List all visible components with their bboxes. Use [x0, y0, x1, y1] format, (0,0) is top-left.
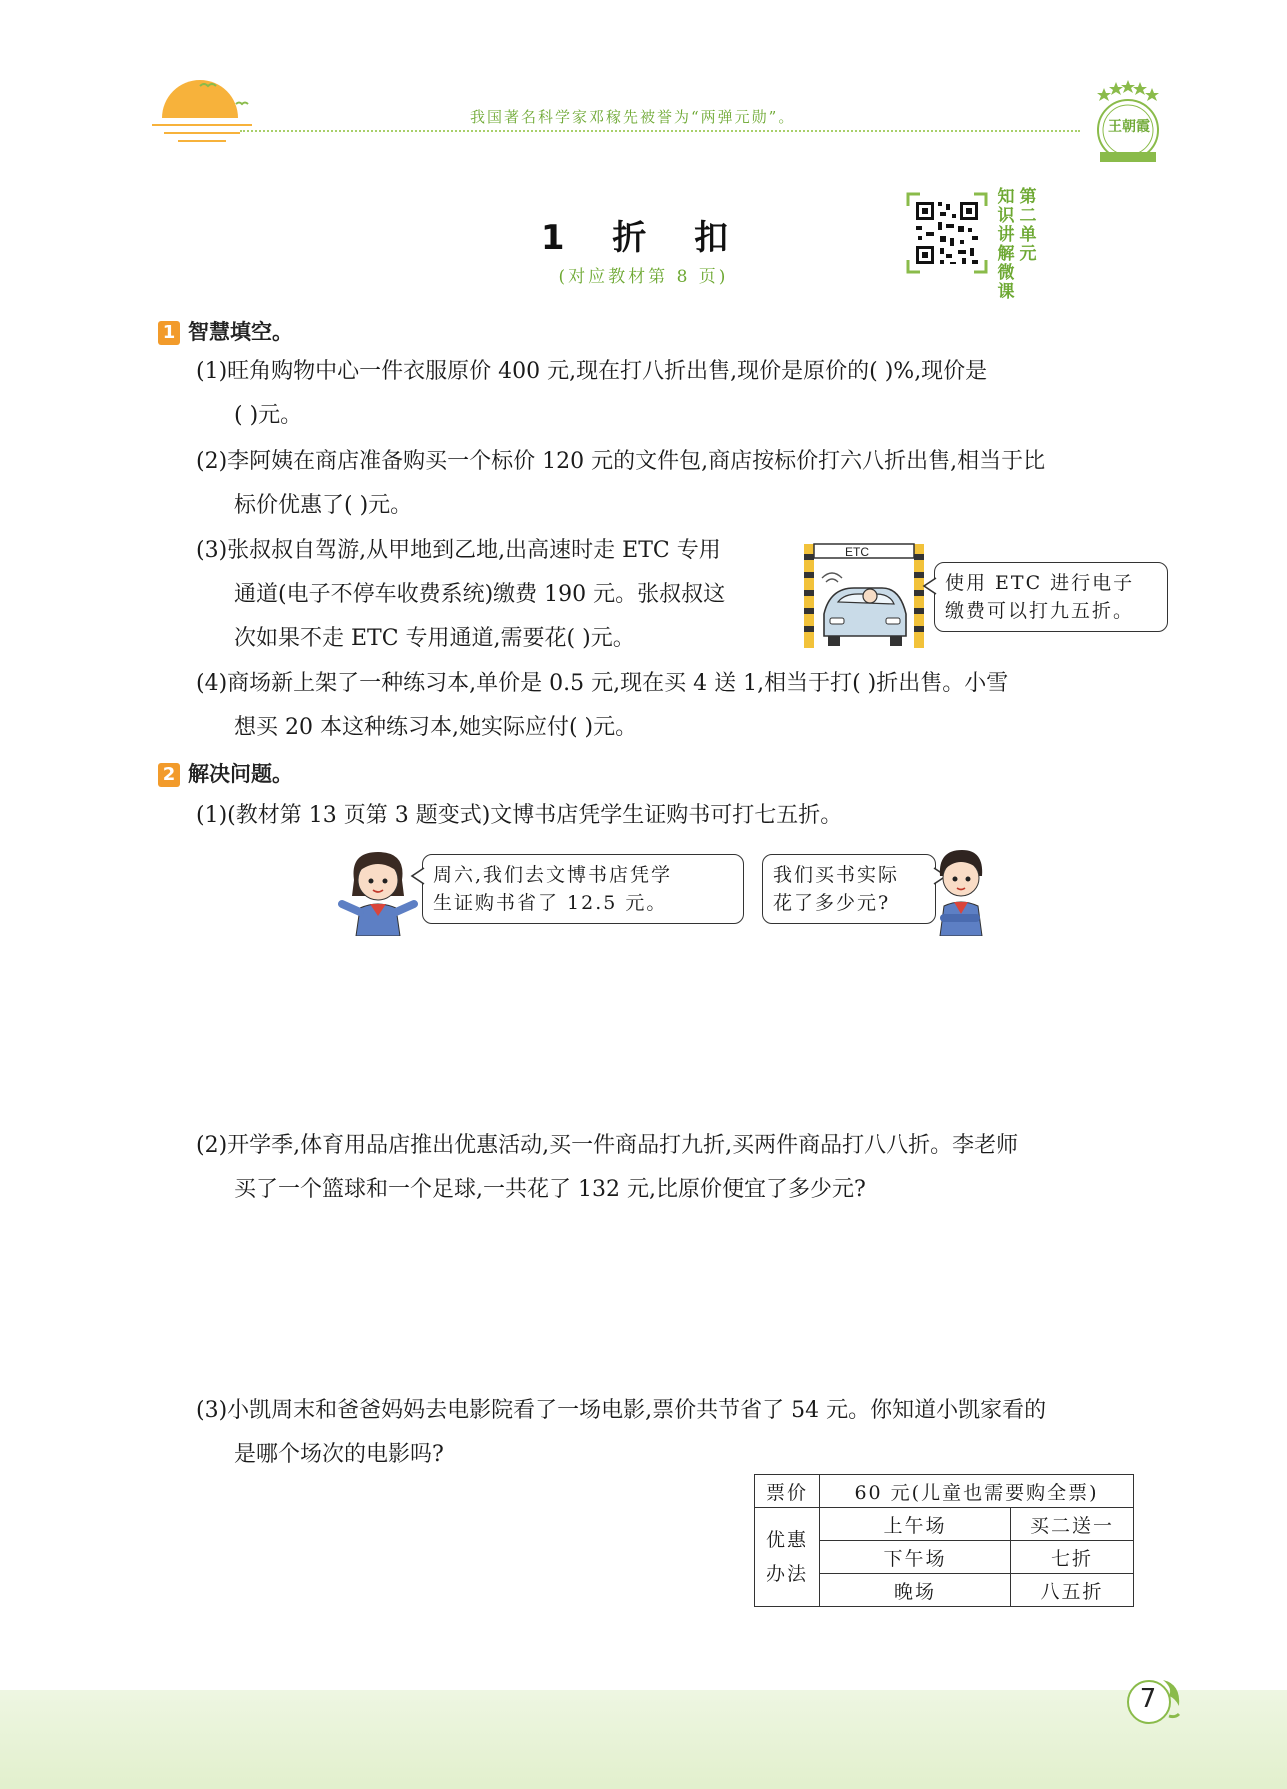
header-divider: [240, 130, 1080, 132]
header-motto: 我国著名科学家邓稼先被誉为“两弹元勋”。: [470, 108, 796, 126]
etc-hint-line1: 使用 ETC 进行电子: [945, 572, 1135, 594]
page-title: 1 折 扣: [540, 218, 747, 258]
section2-number-badge: 2: [158, 763, 180, 787]
etc-hint-line2: 缴费可以打九五折。: [945, 600, 1135, 622]
s1-q2-line2: 标价优惠了( )元。: [234, 493, 413, 518]
girl-speech-bubble: [422, 854, 744, 924]
discount-label-cell: [755, 1508, 820, 1607]
section1-heading-text: 智慧填空。: [188, 320, 293, 344]
s1-q3-line1: (3)张叔叔自驾游,从甲地到乙地,出高速时走 ETC 专用: [196, 538, 721, 563]
boy-speech-bubble: [762, 854, 936, 924]
page-number: 7: [1139, 1684, 1157, 1714]
boy-illustration: [930, 846, 990, 936]
s1-q1-line1: (1)旺角购物中心一件衣服原价 400 元,现在打八折出售,现价是原价的( )%,现价是: [196, 359, 988, 384]
ticket-price-table: [754, 1474, 1134, 1607]
price-label-cell: 票价: [755, 1475, 820, 1508]
s1-q4-line2: 想买 20 本这种练习本,她实际应付( )元。: [234, 715, 638, 740]
boy-speech-line2: 花了多少元?: [773, 892, 891, 914]
s2-p2-line1: (2)开学季,体育用品店推出优惠活动,买一件商品打九折,买两件商品打八八折。李老师: [196, 1133, 1019, 1158]
unit-label-col2: 第二单元: [1019, 187, 1037, 264]
offer-cell: 七折: [1011, 1541, 1134, 1574]
section1-heading: [158, 316, 293, 346]
section2-heading-text: 解决问题。: [188, 762, 293, 786]
footer-background: [0, 1690, 1287, 1789]
s1-q1-line2: ( )元。: [234, 403, 303, 428]
qr-code-icon[interactable]: [906, 192, 988, 274]
s1-q3-line3: 次如果不走 ETC 专用通道,需要花( )元。: [234, 626, 635, 651]
sunset-logo-icon: [152, 70, 262, 160]
session-cell: 晚场: [820, 1574, 1011, 1607]
girl-bubble-tail: [410, 866, 426, 886]
textbook-reference: (对应教材第 8 页): [558, 267, 729, 287]
s2-p3-line1: (3)小凯周末和爸爸妈妈去电影院看了一场电影,票价共节省了 54 元。你知道小凯家看的: [196, 1398, 1047, 1423]
girl-speech-line2: 生证购书省了 12.5 元。: [433, 892, 668, 914]
s1-q3-line2: 通道(电子不停车收费系统)缴费 190 元。张叔叔这: [234, 582, 726, 607]
etc-sign-label: ETC: [845, 545, 869, 559]
etc-bubble-tail: [922, 576, 938, 596]
discount-label-line2: 办法: [765, 1563, 808, 1585]
micro-lesson-label-col1: 知识讲解微课: [997, 187, 1015, 302]
section1-number-badge: 1: [158, 321, 180, 345]
price-value-cell: 60 元(儿童也需要购全票): [820, 1475, 1134, 1508]
girl-speech-line1: 周六,我们去文博书店凭学: [433, 864, 673, 886]
brand-seal-text: 王朝霞: [1108, 119, 1150, 135]
discount-label-line1: 优惠: [765, 1529, 808, 1551]
table-row: [755, 1475, 1134, 1508]
s2-p1-line1: (1)(教材第 13 页第 3 题变式)文博书店凭学生证购书可打七五折。: [196, 803, 843, 828]
table-row: [755, 1508, 1134, 1541]
boy-speech-line1: 我们买书实际: [773, 864, 900, 886]
s1-q2-line1: (2)李阿姨在商店准备购买一个标价 120 元的文件包,商店按标价打六八折出售,相当于比: [196, 449, 1046, 474]
session-cell: 下午场: [820, 1541, 1011, 1574]
s2-p3-line2: 是哪个场次的电影吗?: [234, 1442, 444, 1467]
s1-q4-line1: (4)商场新上架了一种练习本,单价是 0.5 元,现在买 4 送 1,相当于打( )折出售。小雪: [196, 671, 1009, 696]
offer-cell: 买二送一: [1011, 1508, 1134, 1541]
section2-heading: [158, 758, 293, 788]
offer-cell: 八五折: [1011, 1574, 1134, 1607]
s2-p2-line2: 买了一个篮球和一个足球,一共花了 132 元,比原价便宜了多少元?: [234, 1177, 866, 1202]
session-cell: 上午场: [820, 1508, 1011, 1541]
girl-illustration: [330, 846, 426, 936]
etc-hint-bubble: [934, 562, 1168, 632]
